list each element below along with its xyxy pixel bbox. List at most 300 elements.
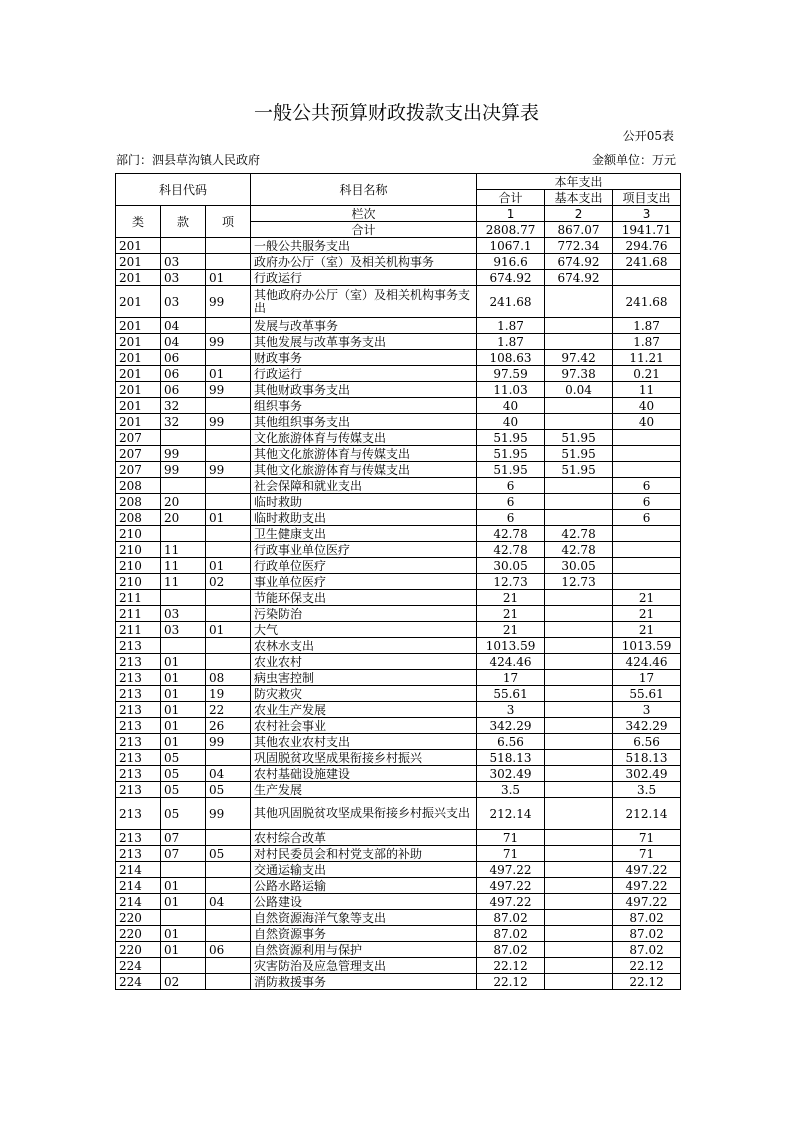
cell-kuan: 01 [161,734,206,750]
sum-basic: 867.07 [545,222,613,238]
cell-subject-name: 其他发展与改革事务支出 [251,334,477,350]
table-row [116,670,681,686]
cell-total: 51.95 [477,430,545,446]
cell-lei: 210 [116,542,161,558]
cell-subject-name: 财政事务 [251,350,477,366]
cell-kuan [161,526,206,542]
cell-total: 6 [477,478,545,494]
cell-basic: 30.05 [545,558,613,574]
cell-kuan: 99 [161,446,206,462]
cell-basic [545,414,613,430]
cell-kuan: 05 [161,766,206,782]
cell-lei: 213 [116,638,161,654]
table-row [116,254,681,270]
table-row [116,286,681,318]
cell-basic [545,958,613,974]
table-row [116,574,681,590]
table-row [116,878,681,894]
table-row [116,734,681,750]
cell-xiang: 01 [206,366,251,382]
cell-subject-name: 自然资源事务 [251,926,477,942]
page-title: 一般公共预算财政拨款支出决算表 [253,102,539,124]
cell-kuan: 01 [161,702,206,718]
cell-xiang: 04 [206,766,251,782]
cell-total: 302.49 [477,766,545,782]
cell-total: 518.13 [477,750,545,766]
cell-lei: 214 [116,894,161,910]
cell-subject-name: 防灾救灾 [251,686,477,702]
cell-project: 21 [613,622,681,638]
cell-xiang [206,862,251,878]
cell-kuan [161,430,206,446]
table-row [116,958,681,974]
table-row [116,926,681,942]
table-row [116,654,681,670]
cell-xiang [206,926,251,942]
cell-kuan: 01 [161,718,206,734]
cell-total: 21 [477,622,545,638]
cell-project [613,558,681,574]
cell-basic [545,494,613,510]
cell-project: 212.14 [613,798,681,830]
cell-subject-name: 事业单位医疗 [251,574,477,590]
cell-project [613,462,681,478]
cell-kuan: 20 [161,494,206,510]
table-row [116,910,681,926]
cell-xiang: 02 [206,574,251,590]
cell-project: 17 [613,670,681,686]
expenditure-table [115,173,681,990]
cell-total: 55.61 [477,686,545,702]
cell-kuan [161,862,206,878]
cell-basic [545,478,613,494]
cell-basic [545,750,613,766]
cell-project: 71 [613,846,681,862]
cell-basic: 674.92 [545,270,613,286]
cell-kuan: 01 [161,670,206,686]
cell-kuan: 07 [161,846,206,862]
cell-xiang: 99 [206,798,251,830]
cell-basic: 42.78 [545,542,613,558]
table-row [116,558,681,574]
cell-subject-name: 其他农业农村支出 [251,734,477,750]
cell-basic [545,398,613,414]
cell-lei: 220 [116,910,161,926]
cell-lei: 208 [116,494,161,510]
cell-total: 42.78 [477,526,545,542]
cell-kuan [161,958,206,974]
cell-total: 87.02 [477,926,545,942]
cell-xiang: 19 [206,686,251,702]
cell-basic [545,510,613,526]
cell-xiang [206,478,251,494]
cell-total: 1013.59 [477,638,545,654]
cell-kuan: 06 [161,350,206,366]
cell-basic: 97.38 [545,366,613,382]
cell-lei: 213 [116,782,161,798]
cell-kuan: 01 [161,942,206,958]
table-row [116,526,681,542]
cell-xiang [206,606,251,622]
cell-lei: 213 [116,846,161,862]
cell-subject-name: 农林水支出 [251,638,477,654]
table-row [116,846,681,862]
cell-basic [545,926,613,942]
cell-xiang [206,238,251,254]
cell-xiang: 01 [206,622,251,638]
cell-project: 497.22 [613,862,681,878]
cell-lei: 213 [116,718,161,734]
table-row [116,334,681,350]
cell-project: 1.87 [613,318,681,334]
cell-total: 71 [477,830,545,846]
table-row [116,398,681,414]
cell-xiang: 22 [206,702,251,718]
cell-kuan: 03 [161,254,206,270]
cell-total: 40 [477,398,545,414]
cell-total: 87.02 [477,942,545,958]
cell-project: 11.21 [613,350,681,366]
cell-lei: 210 [116,526,161,542]
table-row [116,350,681,366]
cell-xiang [206,878,251,894]
cell-basic: 51.95 [545,430,613,446]
cell-basic: 674.92 [545,254,613,270]
cell-total: 497.22 [477,862,545,878]
cell-lei: 201 [116,414,161,430]
cell-subject-name: 自然资源海洋气象等支出 [251,910,477,926]
cell-basic [545,894,613,910]
table-row [116,942,681,958]
cell-lei: 211 [116,622,161,638]
cell-subject-name: 社会保障和就业支出 [251,478,477,494]
cell-project: 294.76 [613,238,681,254]
table-row [116,478,681,494]
cell-kuan: 03 [161,270,206,286]
header-kuan: 款 [161,206,206,238]
cell-xiang: 08 [206,670,251,686]
cell-basic [545,910,613,926]
table-row [116,718,681,734]
cell-total: 21 [477,606,545,622]
cell-kuan: 03 [161,606,206,622]
cell-total: 22.12 [477,974,545,990]
cell-kuan: 01 [161,926,206,942]
table-row [116,782,681,798]
cell-kuan: 04 [161,334,206,350]
cell-xiang [206,958,251,974]
table-row [116,894,681,910]
cell-subject-name: 生产发展 [251,782,477,798]
cell-lei: 214 [116,862,161,878]
cell-kuan: 01 [161,894,206,910]
cell-total: 916.6 [477,254,545,270]
cell-subject-name: 卫生健康支出 [251,526,477,542]
cell-lei: 213 [116,830,161,846]
cell-xiang: 99 [206,734,251,750]
cell-xiang: 05 [206,782,251,798]
cell-lei: 201 [116,382,161,398]
cell-project: 6 [613,478,681,494]
cell-total: 17 [477,670,545,686]
cell-lei: 201 [116,254,161,270]
cell-project: 87.02 [613,926,681,942]
cell-subject-name: 组织事务 [251,398,477,414]
cell-subject-name: 行政事业单位医疗 [251,542,477,558]
cell-project: 302.49 [613,766,681,782]
cell-total: 424.46 [477,654,545,670]
cell-total: 21 [477,590,545,606]
header-col3: 3 [613,206,681,222]
sum-total: 2808.77 [477,222,545,238]
cell-basic [545,766,613,782]
table-row [116,606,681,622]
cell-xiang: 06 [206,942,251,958]
cell-subject-name: 灾害防治及应急管理支出 [251,958,477,974]
cell-project [613,542,681,558]
cell-lei: 220 [116,942,161,958]
cell-lei: 220 [116,926,161,942]
cell-subject-name: 公路建设 [251,894,477,910]
table-row [116,318,681,334]
cell-project: 6 [613,510,681,526]
cell-lei: 201 [116,270,161,286]
cell-subject-name: 其他政府办公厅（室）及相关机构事务支出 [251,286,477,318]
cell-xiang: 04 [206,894,251,910]
cell-subject-name: 自然资源利用与保护 [251,942,477,958]
cell-subject-name: 节能环保支出 [251,590,477,606]
cell-xiang [206,830,251,846]
cell-xiang [206,398,251,414]
cell-lei: 211 [116,590,161,606]
cell-subject-name: 大气 [251,622,477,638]
table-row [116,462,681,478]
table-row [116,382,681,398]
cell-total: 1.87 [477,318,545,334]
cell-kuan: 99 [161,462,206,478]
cell-subject-name: 其他组织事务支出 [251,414,477,430]
cell-total: 40 [477,414,545,430]
cell-total: 71 [477,846,545,862]
table-row [116,766,681,782]
cell-total: 30.05 [477,558,545,574]
cell-xiang: 01 [206,270,251,286]
cell-xiang: 99 [206,414,251,430]
cell-kuan: 03 [161,622,206,638]
header-lei: 类 [116,206,161,238]
cell-project: 3 [613,702,681,718]
cell-project: 6 [613,494,681,510]
cell-subject-name: 公路水路运输 [251,878,477,894]
cell-basic [545,782,613,798]
header-column-no: 栏次 [251,206,477,222]
cell-total: 6 [477,494,545,510]
cell-project: 518.13 [613,750,681,766]
cell-xiang [206,590,251,606]
table-row [116,862,681,878]
cell-subject-name: 农业生产发展 [251,702,477,718]
cell-kuan: 04 [161,318,206,334]
cell-project: 21 [613,606,681,622]
cell-kuan: 05 [161,782,206,798]
cell-project: 40 [613,414,681,430]
cell-xiang: 99 [206,286,251,318]
cell-project: 1013.59 [613,638,681,654]
cell-total: 22.12 [477,958,545,974]
cell-subject-name: 其他巩固脱贫攻坚成果衔接乡村振兴支出 [251,798,477,830]
cell-total: 1.87 [477,334,545,350]
cell-basic: 97.42 [545,350,613,366]
cell-subject-name: 行政运行 [251,270,477,286]
cell-lei: 208 [116,510,161,526]
cell-basic [545,638,613,654]
cell-xiang: 05 [206,846,251,862]
cell-lei: 213 [116,734,161,750]
cell-project: 22.12 [613,958,681,974]
cell-basic: 51.95 [545,462,613,478]
cell-kuan: 05 [161,750,206,766]
cell-kuan: 01 [161,654,206,670]
table-row [116,974,681,990]
cell-kuan: 11 [161,558,206,574]
cell-lei: 201 [116,238,161,254]
cell-project: 241.68 [613,254,681,270]
cell-total: 51.95 [477,462,545,478]
department-label: 部门：泗县草沟镇人民政府 [116,153,261,167]
cell-basic: 42.78 [545,526,613,542]
cell-total: 3.5 [477,782,545,798]
cell-xiang [206,750,251,766]
cell-kuan: 32 [161,398,206,414]
table-row [116,638,681,654]
cell-subject-name: 行政运行 [251,366,477,382]
cell-xiang: 99 [206,382,251,398]
cell-basic [545,686,613,702]
cell-basic [545,622,613,638]
table-row [116,494,681,510]
sum-project: 1941.71 [613,222,681,238]
table-row [116,622,681,638]
cell-xiang [206,526,251,542]
cell-kuan: 01 [161,878,206,894]
cell-basic [545,830,613,846]
cell-basic [545,718,613,734]
cell-xiang: 01 [206,510,251,526]
cell-basic [545,862,613,878]
cell-project: 6.56 [613,734,681,750]
cell-project [613,430,681,446]
cell-total: 497.22 [477,878,545,894]
table-row [116,446,681,462]
cell-project [613,446,681,462]
cell-kuan [161,910,206,926]
table-row [116,414,681,430]
cell-lei: 207 [116,446,161,462]
cell-project: 87.02 [613,910,681,926]
cell-total: 6 [477,510,545,526]
cell-xiang [206,542,251,558]
table-row [116,702,681,718]
cell-project: 241.68 [613,286,681,318]
header-subject-name: 科目名称 [251,174,477,206]
cell-lei: 213 [116,686,161,702]
table-row [116,430,681,446]
cell-xiang [206,430,251,446]
cell-subject-name: 发展与改革事务 [251,318,477,334]
cell-total: 674.92 [477,270,545,286]
cell-kuan: 11 [161,574,206,590]
cell-basic [545,974,613,990]
cell-xiang: 01 [206,558,251,574]
unit-label: 金额单位：万元 [591,153,676,167]
cell-total: 12.73 [477,574,545,590]
cell-subject-name: 病虫害控制 [251,670,477,686]
cell-total: 1067.1 [477,238,545,254]
cell-xiang [206,318,251,334]
cell-lei: 201 [116,334,161,350]
form-code: 公开05表 [622,129,674,143]
cell-project: 424.46 [613,654,681,670]
cell-lei: 211 [116,606,161,622]
cell-basic [545,798,613,830]
cell-basic [545,334,613,350]
cell-basic [545,846,613,862]
cell-lei: 201 [116,350,161,366]
cell-project: 87.02 [613,942,681,958]
cell-lei: 210 [116,558,161,574]
cell-lei: 213 [116,766,161,782]
cell-total: 497.22 [477,894,545,910]
cell-kuan: 07 [161,830,206,846]
cell-subject-name: 消防救援事务 [251,974,477,990]
cell-total: 87.02 [477,910,545,926]
cell-lei: 201 [116,398,161,414]
cell-subject-name: 其他文化旅游体育与传媒支出 [251,446,477,462]
cell-lei: 201 [116,286,161,318]
cell-basic [545,670,613,686]
cell-xiang [206,974,251,990]
cell-project: 71 [613,830,681,846]
table-row [116,798,681,830]
cell-lei: 207 [116,462,161,478]
cell-subject-name: 交通运输支出 [251,862,477,878]
cell-basic: 772.34 [545,238,613,254]
cell-project: 0.21 [613,366,681,382]
cell-total: 241.68 [477,286,545,318]
cell-project: 22.12 [613,974,681,990]
cell-basic [545,702,613,718]
cell-basic [545,942,613,958]
cell-project [613,574,681,590]
cell-lei: 208 [116,478,161,494]
cell-total: 3 [477,702,545,718]
cell-basic [545,286,613,318]
cell-project [613,270,681,286]
cell-basic [545,654,613,670]
cell-project: 55.61 [613,686,681,702]
cell-subject-name: 对村民委员会和村党支部的补助 [251,846,477,862]
table-row [116,366,681,382]
header-current-year: 本年支出 [477,174,681,190]
cell-project [613,526,681,542]
cell-kuan: 01 [161,686,206,702]
cell-kuan: 11 [161,542,206,558]
cell-basic: 51.95 [545,446,613,462]
header-xiang: 项 [206,206,251,238]
cell-subject-name: 农村社会事业 [251,718,477,734]
header-total: 合计 [477,190,545,206]
header-basic: 基本支出 [545,190,613,206]
